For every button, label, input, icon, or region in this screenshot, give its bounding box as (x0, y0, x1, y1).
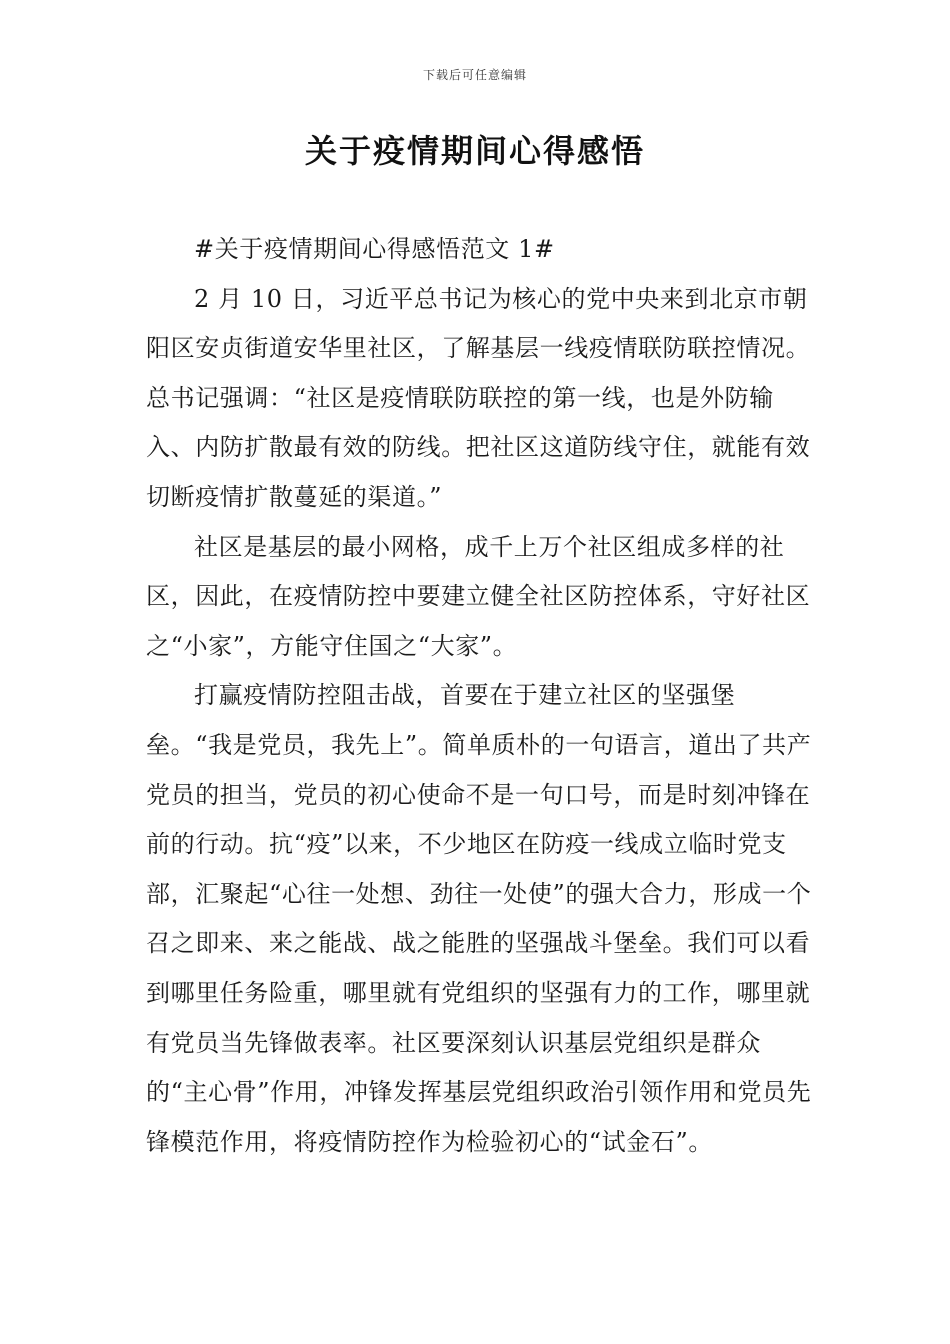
paragraph-1: 2 月 10 日，习近平总书记为核心的党中央来到北京市朝阳区安贞街道安华里社区，了解基层一线疫情联防联控情况。总书记强调：“社区是疫情联防联控的第一线，也是外防输入、内防扩散最有效的防线。把社区这道防线守住，就能有效切断疫情扩散蔓延的渠道。” (146, 284, 811, 511)
section-heading: #关于疫情期间心得感悟范文 1# (194, 235, 555, 263)
header-note: 下载后可任意编辑 (422, 68, 527, 82)
paragraph-3: 打赢疫情防控阻击战，首要在于建立社区的坚强堡垒。“我是党员，我先上”。简单质朴的一句语言，道出了共产党员的担当，党员的初心使命不是一句口号，而是时刻冲锋在前的行动。抗“疫”以来，不少地区在防疫一线成立临时党支部，汇聚起“心往一处想、劲往一处使”的强大合力，形成一个召之即来、来之能战、战之能胜的坚强战斗堡垒。我们可以看到哪里任务险重，哪里就有党组织的坚强有力的工作，哪里就有党员当先锋做表率。社区要深刻认识基层党组织是群众的“主心骨”作用，冲锋发挥基层党组织政治引领作用和党员先锋模范作用，将疫情防控作为检验初心的“试金石”。 (146, 681, 812, 1156)
document-body (146, 225, 816, 1167)
document-title: 关于疫情期间心得感悟 (304, 132, 645, 170)
paragraph-2: 社区是基层的最小网格，成千上万个社区组成多样的社区，因此，在疫情防控中要建立健全社区防控体系，守好社区之“小家”，方能守住国之“大家”。 (146, 532, 811, 660)
